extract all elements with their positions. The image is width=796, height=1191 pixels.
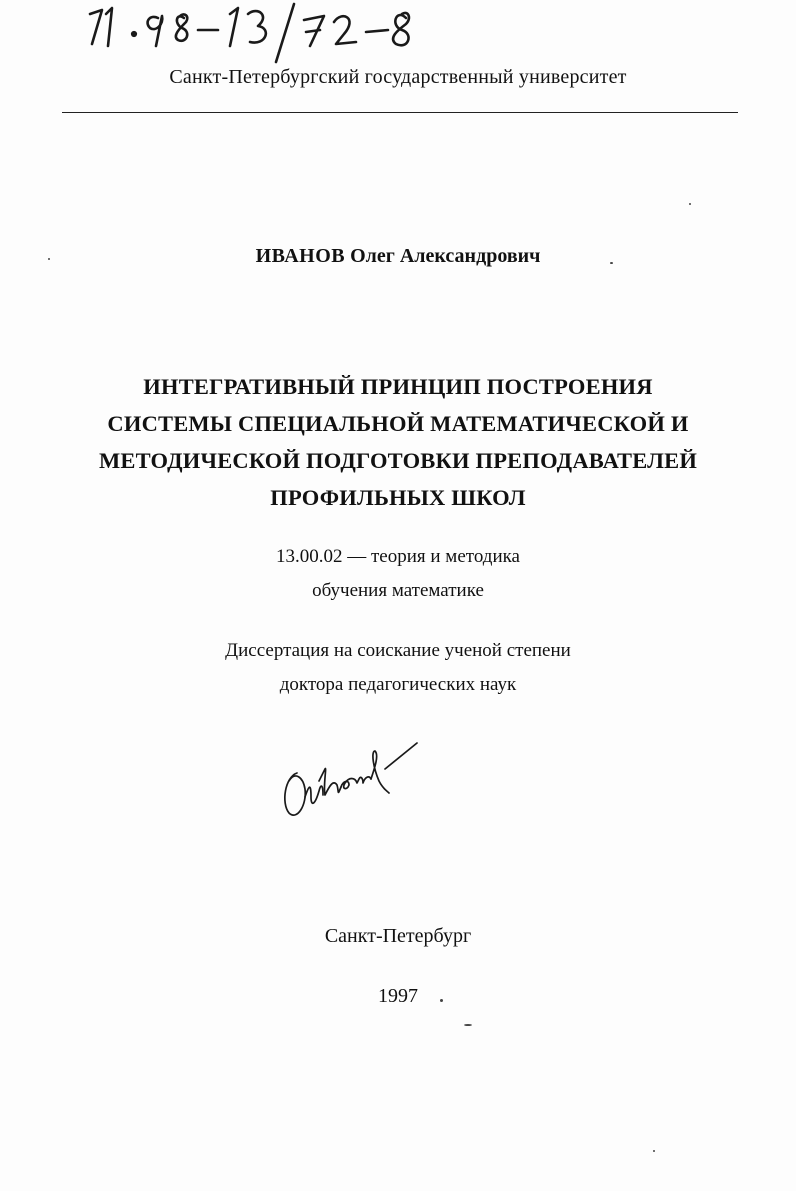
scan-speck: [689, 203, 691, 205]
dissertation-title: [40, 368, 756, 516]
author-given-names: Олег Александрович: [350, 245, 541, 267]
title-line: СИСТЕМЫ СПЕЦИАЛЬНОЙ МАТЕМАТИЧЕСКОЙ И: [107, 411, 689, 436]
title-line: ИНТЕГРАТИВНЫЙ ПРИНЦИП ПОСТРОЕНИЯ: [143, 374, 653, 399]
author-signature: [275, 725, 425, 825]
scan-speck: [48, 258, 50, 260]
author-name: [0, 245, 796, 268]
publication-city: Санкт-Петербург: [324, 925, 472, 947]
title-line: ПРОФИЛЬНЫХ ШКОЛ: [270, 485, 526, 510]
degree-line: доктора педагогических наук: [279, 674, 517, 695]
scan-speck: [464, 1024, 472, 1026]
scan-speck: [653, 1150, 655, 1152]
title-line: МЕТОДИЧЕСКОЙ ПОДГОТОВКИ ПРЕПОДАВАТЕЛЕЙ: [98, 448, 698, 473]
specialty-line: 13.00.02 — теория и методика: [276, 546, 520, 567]
author-surname: ИВАНОВ: [255, 245, 346, 267]
handwritten-catalog-number: [80, 0, 480, 72]
specialty-line: обучения математике: [312, 580, 484, 601]
header-divider: [62, 112, 738, 113]
scan-speck: [610, 262, 613, 264]
publication-year: 1997: [378, 985, 418, 1007]
specialty-code: [0, 540, 796, 608]
degree-line: Диссертация на соискание ученой степени: [225, 640, 571, 661]
university-name: Санкт-Петербургский государственный университет: [169, 66, 627, 88]
degree-statement: [0, 634, 796, 702]
scan-speck: [440, 999, 443, 1002]
